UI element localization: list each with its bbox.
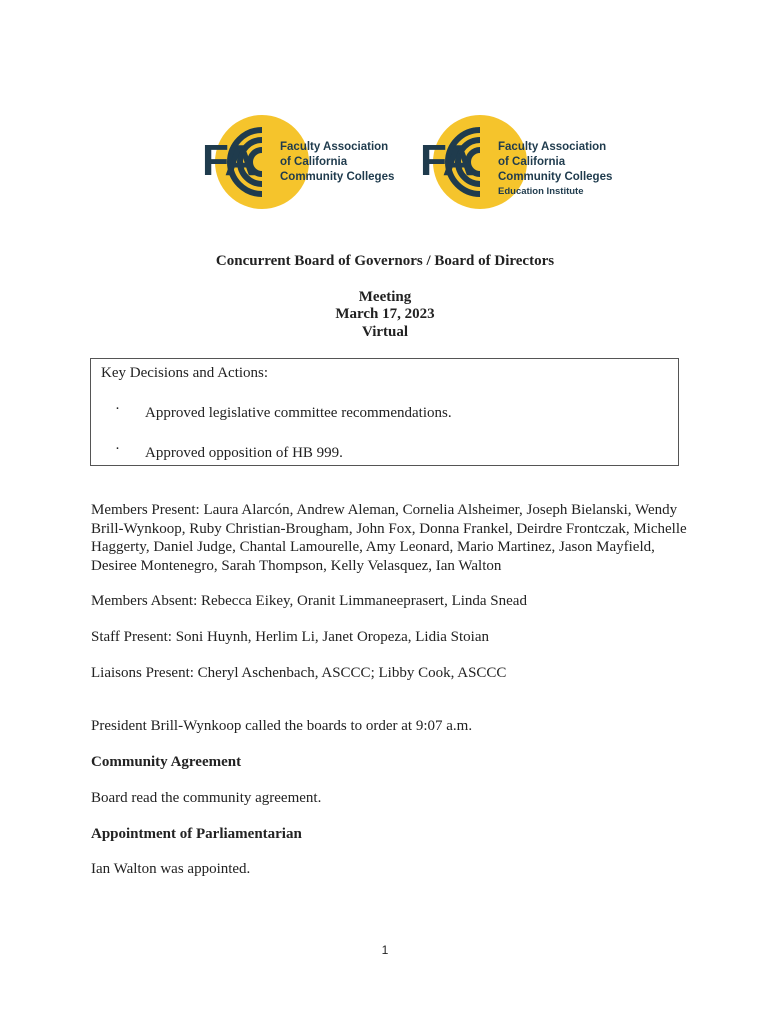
meeting-date: March 17, 2023 <box>335 306 435 322</box>
logo-subtitle: Education Institute <box>498 186 584 197</box>
key-decisions-heading: Key Decisions and Actions: <box>101 365 269 381</box>
section-body: Board read the community agreement. <box>91 790 322 806</box>
members-present: Members Present: Laura Alarcón, Andrew Aleman, Cornelia Alsheimer, Joseph Bielanski, Wendy Brill-Wynkoop, Ruby Christian-Brougham, John Fox, Donna Frankel, Deirdre Frontczak, Michelle Haggerty, Daniel Judge, Chantal Lamourelle, Amy Leonard, Mario Martinez, Jason Mayfield, Desiree Montenegro, Sarah Thompson, Kelly Velasquez, Ian Walton <box>91 502 687 574</box>
liaisons-present: Liaisons Present: Cheryl Aschenbach, ASCCC; Libby Cook, ASCCC <box>91 665 507 681</box>
logo-mark-text: FA <box>202 136 255 185</box>
bullet-icon: · <box>115 401 120 417</box>
members-absent: Members Absent: Rebecca Eikey, Oranit Limmaneeprasert, Linda Snead <box>91 593 527 609</box>
section-body: Ian Walton was appointed. <box>91 861 251 877</box>
logo-line: Community Colleges <box>498 171 613 183</box>
logo-line: Faculty Association <box>498 141 607 153</box>
logo-line: Community Colleges <box>280 171 395 183</box>
logo-line: Faculty Association <box>280 141 389 153</box>
logo-org-name <box>498 140 612 199</box>
key-decisions-box <box>90 358 679 466</box>
section-heading: Appointment of Parliamentarian <box>91 826 302 842</box>
logo-mark-text: FA <box>420 136 473 185</box>
logo-line: of California <box>280 156 348 168</box>
call-to-order: President Brill-Wynkoop called the boards to order at 9:07 a.m. <box>91 718 473 734</box>
logo-line: of California <box>498 156 566 168</box>
meeting-label: Meeting <box>358 289 412 305</box>
logo-org-name <box>280 140 394 185</box>
bullet-icon: · <box>115 441 120 457</box>
faccc-logo <box>200 112 410 212</box>
faccc-education-institute-logo <box>418 112 628 212</box>
section-heading: Community Agreement <box>91 754 242 770</box>
staff-present: Staff Present: Soni Huynh, Herlim Li, Janet Oropeza, Lidia Stoian <box>91 629 489 645</box>
key-decision-text: Approved legislative committee recommendations. <box>145 405 452 421</box>
page-number: 1 <box>381 943 389 957</box>
meeting-mode: Virtual <box>361 324 409 340</box>
page-title: Concurrent Board of Governors / Board of Directors <box>215 253 555 269</box>
key-decision-text: Approved opposition of HB 999. <box>145 445 343 461</box>
